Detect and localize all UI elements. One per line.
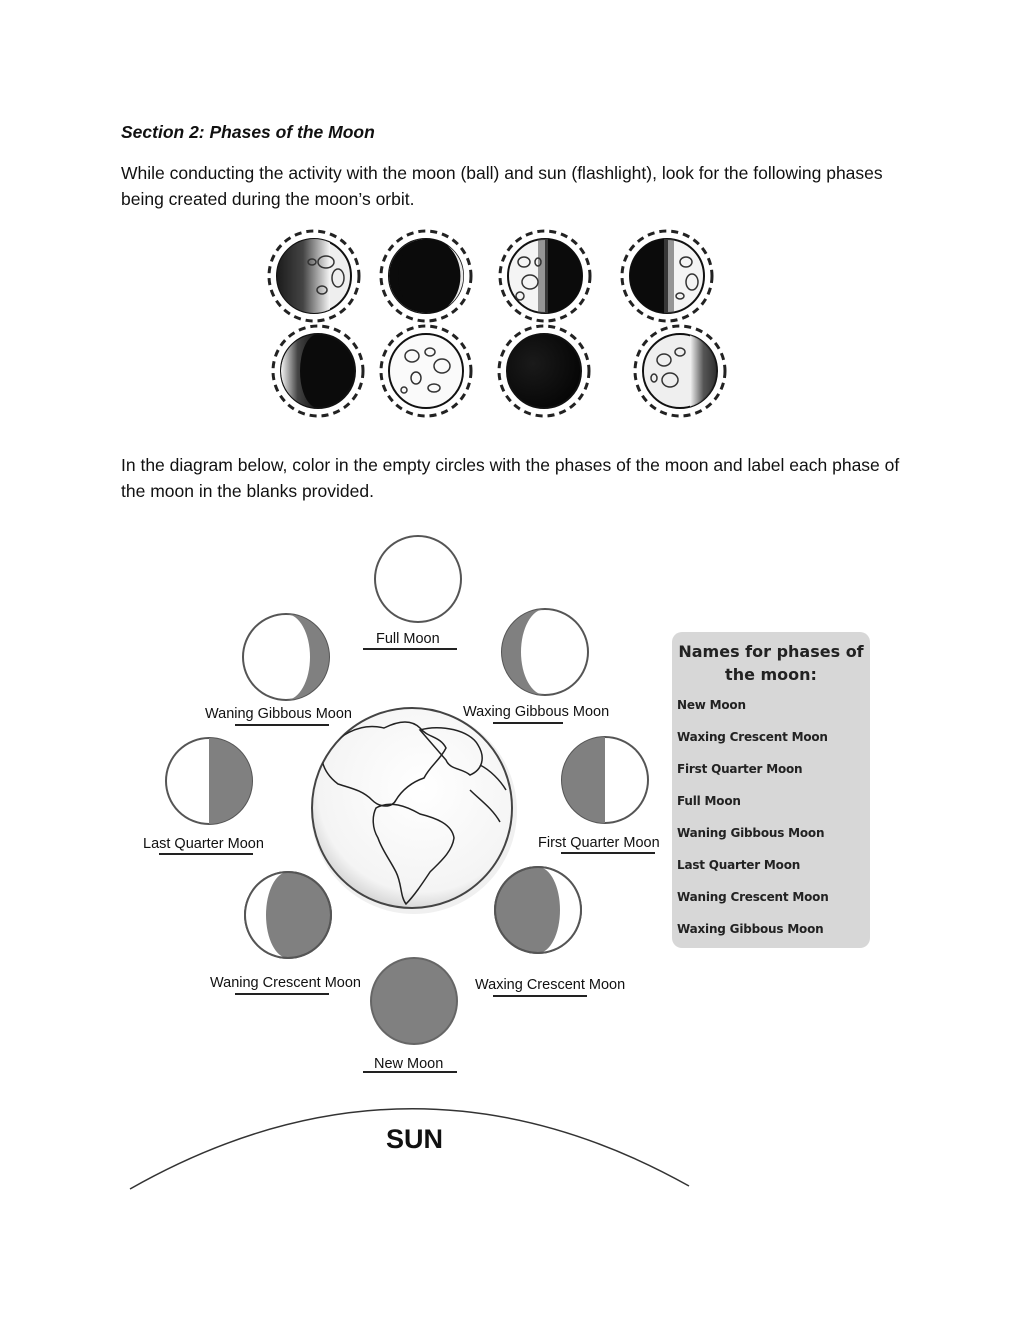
orbit-diagram bbox=[166, 536, 648, 1044]
photo-moon-6 bbox=[381, 326, 471, 416]
blank-last-quarter[interactable] bbox=[159, 853, 253, 855]
blank-waning-gibbous[interactable] bbox=[235, 724, 329, 726]
label-waxing-gibbous: Waxing Gibbous Moon bbox=[463, 704, 610, 720]
waxing-gibbous-circle bbox=[502, 609, 588, 695]
list-item: New Moon bbox=[677, 698, 746, 712]
label-full-moon: Full Moon bbox=[376, 631, 440, 647]
phase-names-box bbox=[672, 632, 870, 948]
list-item: Waning Gibbous Moon bbox=[677, 826, 825, 840]
first-quarter-circle bbox=[562, 737, 648, 823]
photo-moon-3 bbox=[500, 231, 590, 321]
list-item: Last Quarter Moon bbox=[677, 858, 801, 872]
blank-new-moon[interactable] bbox=[363, 1071, 457, 1073]
photo-moon-7 bbox=[499, 326, 589, 416]
label-new-moon: New Moon bbox=[374, 1056, 444, 1072]
waxing-crescent-circle bbox=[495, 867, 581, 953]
full-moon-circle bbox=[375, 536, 461, 622]
photo-moon-5 bbox=[273, 326, 363, 416]
earth-globe bbox=[311, 708, 517, 914]
instructions-paragraph: In the diagram below, color in the empty circles with the phases of the moon and label each phase of the moon in the blanks provided. bbox=[121, 455, 900, 501]
label-waning-crescent: Waning Crescent Moon bbox=[210, 975, 361, 991]
section-heading: Section 2: Phases of the Moon bbox=[121, 122, 375, 142]
photo-moon-2 bbox=[381, 231, 471, 321]
list-item: First Quarter Moon bbox=[677, 762, 803, 776]
blank-waxing-crescent[interactable] bbox=[493, 995, 587, 997]
waning-crescent-circle bbox=[245, 872, 331, 958]
photo-moon-4 bbox=[622, 231, 712, 321]
list-item: Waxing Crescent Moon bbox=[677, 730, 828, 744]
label-last-quarter: Last Quarter Moon bbox=[143, 836, 264, 852]
list-item: Waning Crescent Moon bbox=[677, 890, 829, 904]
phase-names-title-line1: Names for phases of bbox=[678, 642, 864, 661]
phase-names-title bbox=[672, 640, 870, 686]
phase-names-title-line2: the moon: bbox=[725, 665, 817, 684]
new-moon-circle bbox=[371, 958, 457, 1044]
sun-label: SUN bbox=[386, 1124, 444, 1154]
label-first-quarter: First Quarter Moon bbox=[538, 835, 660, 851]
blank-first-quarter[interactable] bbox=[561, 852, 655, 854]
label-waxing-crescent: Waxing Crescent Moon bbox=[475, 977, 626, 993]
blank-waning-crescent[interactable] bbox=[235, 993, 329, 995]
moon-phases-photo bbox=[269, 230, 725, 416]
photo-moon-1 bbox=[269, 230, 359, 322]
blank-waxing-gibbous[interactable] bbox=[493, 722, 563, 724]
list-item: Full Moon bbox=[677, 794, 741, 808]
intro-paragraph: While conducting the activity with the moon (ball) and sun (flashlight), look for the following phases being created during the moon’s orbit. bbox=[121, 163, 883, 209]
blank-full-moon[interactable] bbox=[363, 648, 457, 650]
phase-names-list bbox=[677, 698, 829, 954]
last-quarter-circle bbox=[166, 738, 252, 824]
photo-moon-8 bbox=[635, 326, 725, 416]
list-item: Waxing Gibbous Moon bbox=[677, 922, 824, 936]
waning-gibbous-circle bbox=[243, 614, 329, 700]
label-waning-gibbous: Waning Gibbous Moon bbox=[205, 706, 352, 722]
